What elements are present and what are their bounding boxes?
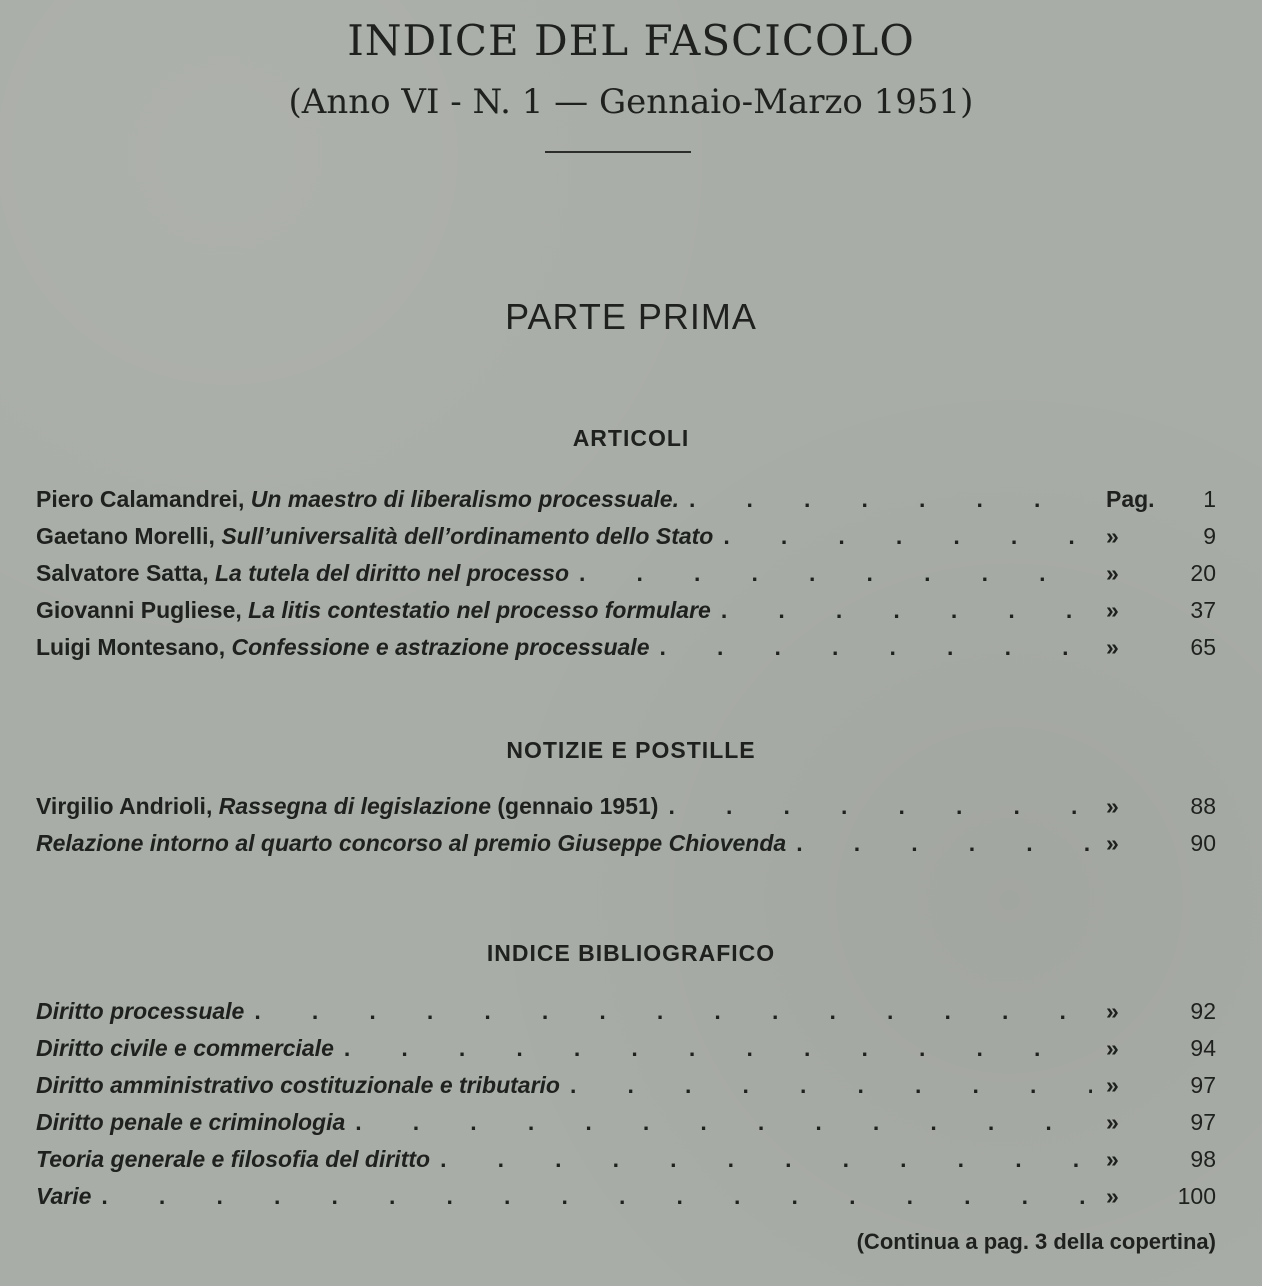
- dot-leader: [570, 1072, 1092, 1099]
- entry-title: Diritto processuale: [36, 998, 245, 1024]
- toc-entry[interactable]: [36, 486, 1216, 523]
- entry-title: La tutela del diritto nel processo: [214, 560, 569, 586]
- page-label: »: [1106, 560, 1119, 586]
- entry-title: La litis contestatio nel processo formulare: [248, 597, 711, 623]
- entry-title: Rassegna di legislazione: [218, 793, 491, 819]
- page-number: 97: [1190, 1109, 1216, 1135]
- section-heading-articoli: ARTICOLI: [572, 425, 690, 451]
- issue-subtitle: (Anno VI - N. 1 — Gennaio-Marzo 1951): [288, 82, 974, 122]
- toc-section-bibliografico: [36, 998, 1216, 1220]
- toc-entry[interactable]: [36, 793, 1216, 830]
- entry-title: Sull’universalità dell’ordinamento dello Stato: [221, 523, 714, 549]
- dot-leader: [344, 1035, 1092, 1062]
- entry-extra: (gennaio 1951): [497, 793, 659, 819]
- dot-leader: [668, 793, 1092, 820]
- dot-leader: [579, 560, 1092, 587]
- page-label: »: [1106, 1109, 1119, 1135]
- toc-entry[interactable]: [36, 1146, 1216, 1183]
- page-label: »: [1106, 1035, 1119, 1061]
- dot-leader: [660, 634, 1093, 661]
- page-title: INDICE DEL FASCICOLO: [347, 16, 915, 65]
- toc-section-articoli: [36, 486, 1216, 671]
- entry-title: Un maestro di liberalismo processuale.: [250, 486, 679, 512]
- toc-entry[interactable]: [36, 1109, 1216, 1146]
- dot-leader: [796, 830, 1092, 857]
- page-number: 100: [1177, 1183, 1216, 1209]
- entry-author: Virgilio Andrioli,: [36, 793, 213, 819]
- entry-author: Giovanni Pugliese,: [36, 597, 242, 623]
- page-label: »: [1106, 793, 1119, 819]
- entry-title: Confessione e astrazione processuale: [231, 634, 650, 660]
- dot-leader: [723, 523, 1092, 550]
- dot-leader: [355, 1109, 1092, 1136]
- entry-title: Relazione intorno al quarto concorso al premio Giuseppe Chiovenda: [36, 830, 787, 856]
- page-label: »: [1106, 1183, 1119, 1209]
- toc-entry[interactable]: [36, 1035, 1216, 1072]
- dot-leader: [721, 597, 1092, 624]
- page-number: 97: [1190, 1072, 1216, 1098]
- page-label: »: [1106, 998, 1119, 1024]
- entry-author: Piero Calamandrei,: [36, 486, 245, 512]
- toc-entry[interactable]: [36, 560, 1216, 597]
- entry-author: Salvatore Satta,: [36, 560, 209, 586]
- page-label: »: [1106, 634, 1119, 660]
- dot-leader: [689, 486, 1092, 513]
- continuation-note: (Continua a pag. 3 della copertina): [856, 1229, 1216, 1254]
- dot-leader: [101, 1183, 1092, 1210]
- toc-entry[interactable]: [36, 998, 1216, 1035]
- entry-title: Diritto amministrativo costituzionale e tributario: [36, 1072, 560, 1098]
- page-label: »: [1106, 830, 1119, 856]
- page-label: Pag.: [1106, 486, 1155, 512]
- page-number: 65: [1190, 634, 1216, 660]
- toc-entry[interactable]: [36, 1183, 1216, 1220]
- page-number: 90: [1190, 830, 1216, 856]
- page-number: 94: [1190, 1035, 1216, 1061]
- dot-leader: [440, 1146, 1092, 1173]
- page-number: 37: [1190, 597, 1216, 623]
- toc-entry[interactable]: [36, 597, 1216, 634]
- toc-section-notizie: [36, 793, 1216, 867]
- entry-author: Luigi Montesano,: [36, 634, 226, 660]
- entry-title: Diritto penale e criminologia: [36, 1109, 346, 1135]
- page-number: 92: [1190, 998, 1216, 1024]
- page-label: »: [1106, 1146, 1119, 1172]
- entry-author: Gaetano Morelli,: [36, 523, 215, 549]
- section-heading-bibliografico: INDICE BIBLIOGRAFICO: [486, 940, 776, 966]
- page-label: »: [1106, 523, 1119, 549]
- section-heading-notizie: NOTIZIE E POSTILLE: [506, 737, 756, 763]
- page-label: »: [1106, 1072, 1119, 1098]
- page-number: 98: [1190, 1146, 1216, 1172]
- entry-title: Teoria generale e filosofia del diritto: [36, 1146, 431, 1172]
- toc-entry[interactable]: [36, 1072, 1216, 1109]
- dot-leader: [254, 998, 1092, 1025]
- entry-title: Diritto civile e commerciale: [36, 1035, 334, 1061]
- title-divider: [545, 151, 691, 153]
- page-number: 9: [1203, 523, 1216, 549]
- page-number: 20: [1190, 560, 1216, 586]
- toc-entry[interactable]: [36, 830, 1216, 867]
- page-label: »: [1106, 597, 1119, 623]
- part-title: PARTE PRIMA: [505, 296, 757, 337]
- toc-entry[interactable]: [36, 523, 1216, 560]
- page-number: 1: [1203, 486, 1216, 512]
- toc-entry[interactable]: [36, 634, 1216, 671]
- page-number: 88: [1190, 793, 1216, 819]
- entry-title: Varie: [36, 1183, 92, 1209]
